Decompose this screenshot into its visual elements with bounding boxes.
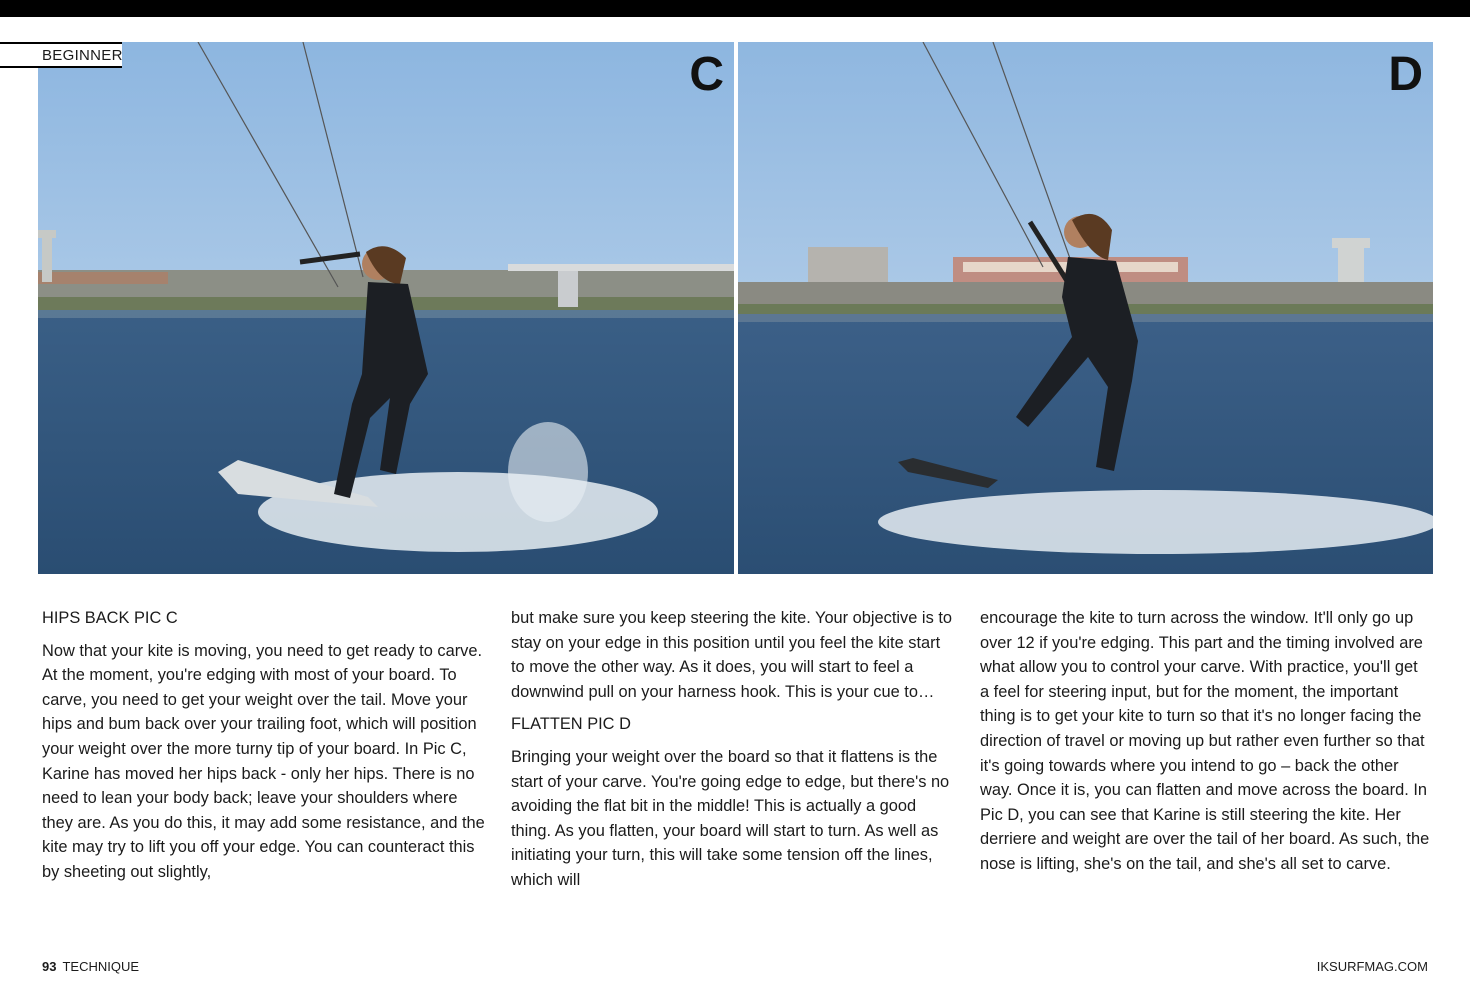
kitesurfer-photo-d-icon [738,42,1433,574]
pic-letter-d: D [1388,48,1423,101]
section-tag [0,42,122,68]
heading-flatten: FLATTEN PIC D [511,715,631,734]
footer-website[interactable]: IKSURFMAG.COM [1316,959,1428,974]
text-column-1 [42,606,490,893]
paragraph-carve: encourage the kite to turn across the window. It'll only go up over 12 if you're edging. This part and the timing involved are what allow you to control your carve. With practice, you'll get a feel for steering input, but for the moment, the important thing is to get your kite to turn so that it's no longer facing the direction of travel or moving up but rather even further so that it's going towards where you intend to go – back the other way. Once it is, you can flatten and move across the board. In Pic D, you can see that Karine is still steering the kite. Her derriere and weight are over the tail of her board. As such, the nose is lifting, she's on the tail, and she's all set to carve. [980,609,1430,873]
kitesurfer-photo-c-icon [38,42,734,574]
section-tag-label: BEGINNER [42,47,123,64]
footer-section: TECHNIQUE [62,959,140,974]
paragraph-flatten: Bringing your weight over the board so that it flattens is the start of your carve. You're going edge to edge, but there's no avoiding the flat bit in the middle! This is actually a good thing. As you flatten, your board will start to turn. As well as initiating your turn, this will take some tension off the lines, which will [511,747,950,889]
paragraph-continued: but make sure you keep steering the kite. Your objective is to stay on your edge in this position until you feel the kite start to move the other way. As it does, you will start to feel a downwind pull on your harness hook. This is your cue to… [511,609,952,701]
pic-letter-c: C [689,48,724,101]
text-column-3 [980,606,1430,885]
heading-hips-back: HIPS BACK PIC C [42,609,178,627]
footer-left [42,959,139,974]
top-bar [0,0,1470,17]
text-column-2 [511,606,956,901]
photo-d [738,42,1433,574]
paragraph-hips-back: Now that your kite is moving, you need to get ready to carve. At the moment, you're edging with most of your board. To carve, you need to get your weight over the tail. Move your hips and bum back over your trailing foot, which will position your weight over the more turny tip of your board. In Pic C, Karine has moved her hips back - only her hips. There is no need to lean your body back; leave your shoulders where they are. As you do this, it may add some resistance, and the kite may try to lift you off your edge. You can counteract this by sheeting out slightly, [42,641,485,881]
page-number: 93 [42,959,57,974]
photo-c [38,42,734,574]
